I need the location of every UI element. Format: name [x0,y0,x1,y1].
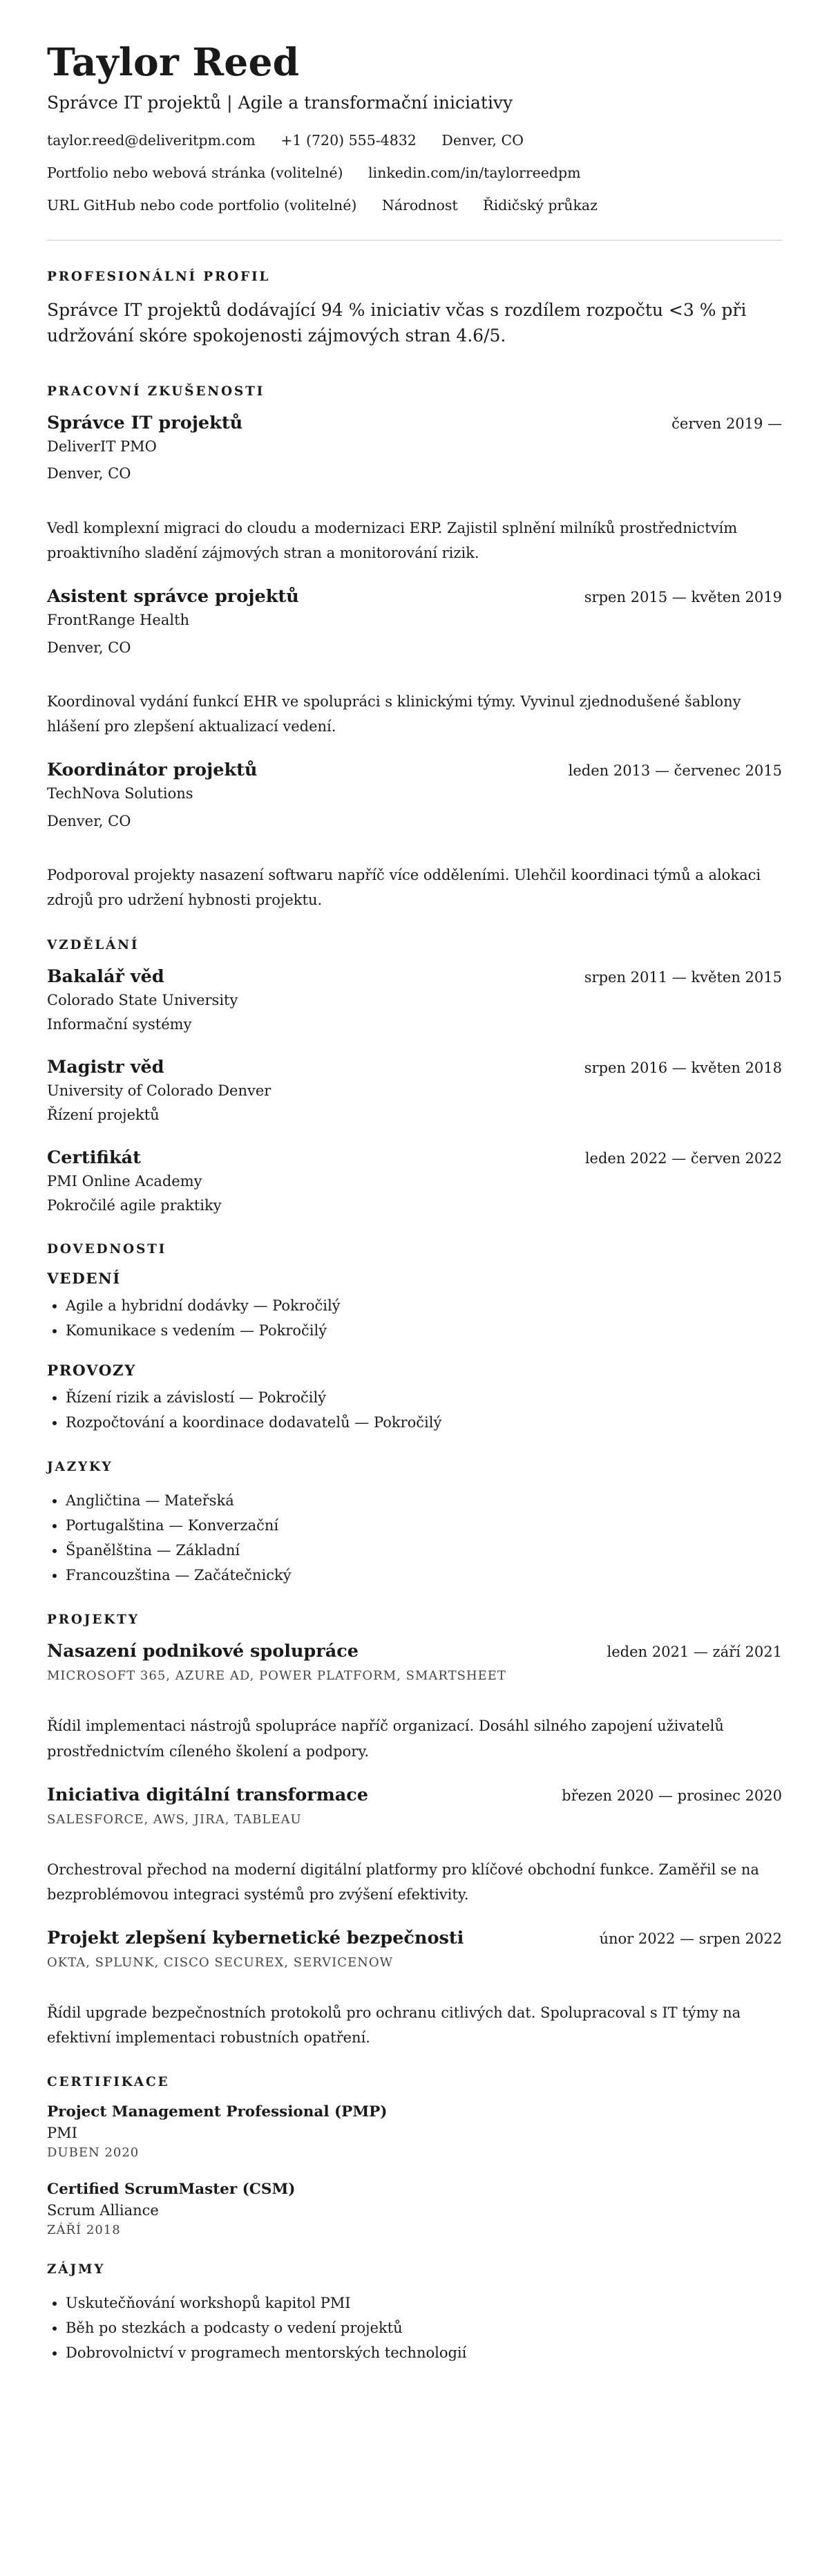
skill-group-title: PROVOZY [47,1362,136,1380]
experience-section [47,384,782,913]
degree-dates: srpen 2016 — květen 2018 [584,1059,782,1076]
certification-date: ZÁŘÍ 2018 [47,2223,121,2238]
language-list [47,1488,782,1588]
interest-list [47,2291,782,2365]
contact-row-3 [47,194,782,217]
profile-section-title: PROFESIONÁLNÍ PROFIL [47,270,271,285]
skill-list [47,1385,782,1435]
candidate-tagline: Správce IT projektů | Agile a transformační iniciativy [47,92,513,113]
skills-section [47,1242,782,1435]
job-description: Koordinoval vydání funkcí EHR ve spolupráci s klinickými týmy. Vyvinul zjednodušené šablony hlášení pro zlepšení aktualizací vedení. [47,693,741,735]
job-company: DeliverIT PMO [47,438,157,455]
job-location: Denver, CO [47,812,131,829]
project-name: Iniciativa digitální transformace [47,1784,369,1805]
language-item: • Angličtina — Mateřská [66,1488,782,1513]
contact-row-1 [47,129,782,152]
job-location: Denver, CO [47,465,131,482]
project-dates: březen 2020 — prosinec 2020 [562,1787,782,1804]
job-company: TechNova Solutions [47,785,193,802]
skill-item: • Rozpočtování a koordinace dodavatelů — Pokročilý [66,1410,782,1435]
candidate-name: Taylor Reed [47,39,300,84]
study-field: Informační systémy [47,1016,192,1033]
contact-phone[interactable]: +1 (720) 555-4832 [280,132,417,149]
profile-summary: Správce IT projektů dodávající 94 % iniciativ včas s rozdílem rozpočtu <3 % při udržování skóre spokojenosti zájmových stran 4.6/5. [47,300,747,346]
contact-location: Denver, CO [441,132,524,149]
project-name: Nasazení podnikové spolupráce [47,1641,359,1662]
job-title: Správce IT projektů [47,412,243,433]
interest-item: • Běh po stezkách a podcasty o vedení projektů [66,2315,782,2340]
skill-item: • Agile a hybridní dodávky — Pokročilý [66,1293,782,1318]
certification-issuer: PMI [47,2125,77,2142]
school-name: University of Colorado Denver [47,1082,271,1099]
degree-title: Bakalář věd [47,966,164,987]
project-name: Projekt zlepšení kybernetické bezpečnosti [47,1927,464,1948]
certification-name: Certified ScrumMaster (CSM) [47,2181,296,2199]
project-technologies: OKTA, SPLUNK, CISCO SECUREX, SERVICENOW [47,1955,394,1970]
certification-name: Project Management Professional (PMP) [47,2103,388,2121]
job-description: Vedl komplexní migraci do cloudu a modernizaci ERP. Zajistil splnění milníků prostřednictvím proaktivního sladění zájmových stran a monitorování rizik. [47,519,738,561]
education-entry [47,1057,782,1127]
language-item: • Portugalština — Konverzační [66,1513,782,1538]
profile-section [47,270,782,348]
project-dates: únor 2022 — srpen 2022 [599,1930,782,1947]
study-field: Pokročilé agile praktiky [47,1197,222,1214]
project-technologies: SALESFORCE, AWS, JIRA, TABLEAU [47,1812,302,1827]
certification-entry [47,2103,782,2160]
language-item: • Francouzština — Začátečnický [66,1563,782,1588]
project-entry [47,1641,782,1763]
project-description: Orchestroval přechod na moderní digitální platformy pro klíčové obchodní funkce. Zaměřil se na bezproblémovou integraci systémů pro zvýšení efektivity. [47,1861,759,1903]
job-title: Asistent správce projektů [47,586,299,608]
skill-list [47,1293,782,1343]
experience-entry [47,760,782,912]
contact-github[interactable]: URL GitHub nebo code portfolio (volitelné) [47,196,357,214]
degree-dates: srpen 2011 — květen 2015 [584,968,782,986]
contact-row-2 [47,162,782,185]
job-dates: srpen 2015 — květen 2019 [584,589,782,606]
resume-header [47,41,782,216]
education-entry [47,966,782,1036]
certification-issuer: Scrum Alliance [47,2202,159,2219]
project-technologies: MICROSOFT 365, AZURE AD, POWER PLATFORM, SMARTSHEET [47,1668,506,1684]
experience-section-title: PRACOVNÍ ZKUŠENOSTI [47,384,265,399]
school-name: Colorado State University [47,991,238,1008]
job-title: Koordinátor projektů [47,760,258,781]
certifications-section-title: CERTIFIKACE [47,2075,170,2090]
job-description: Podporoval projekty nasazení softwaru napříč více odděleními. Ulehčil koordinaci týmů a alokaci zdrojů pro udržení hybnosti projektu. [47,867,761,909]
degree-title: Magistr věd [47,1056,164,1078]
interests-section-title: ZÁJMY [47,2262,106,2277]
project-entry [47,1928,782,2050]
skill-item: • Řízení rizik a závislostí — Pokročilý [66,1385,782,1410]
contact-linkedin[interactable]: linkedin.com/in/taylorreedpm [368,164,581,181]
job-dates: červen 2019 — [671,415,782,432]
language-item: • Španělština — Základní [66,1538,782,1563]
education-entry [47,1147,782,1217]
project-description: Řídil upgrade bezpečnostních protokolů pro ochranu citlivých dat. Spolupracoval s IT týmy na efektivní implementaci robustních opatření. [47,2004,741,2046]
school-name: PMI Online Academy [47,1172,202,1190]
project-dates: leden 2021 — září 2021 [607,1644,782,1661]
contact-portfolio[interactable]: Portfolio nebo webová stránka (volitelné) [47,164,343,181]
project-entry [47,1785,782,1907]
contact-email[interactable]: taylor.reed@deliveritpm.com [47,132,256,149]
certification-date: DUBEN 2020 [47,2145,140,2161]
degree-dates: leden 2022 — červen 2022 [584,1149,782,1167]
education-section-title: VZDĚLÁNÍ [47,937,140,952]
job-dates: leden 2013 — červenec 2015 [568,762,782,780]
skill-item: • Komunikace s vedením — Pokročilý [66,1318,782,1343]
projects-section [47,1613,782,2050]
certifications-section [47,2075,782,2237]
degree-title: Certifikát [47,1147,141,1168]
skills-section-title: DOVEDNOSTI [47,1241,167,1257]
header-divider [47,240,782,241]
job-location: Denver, CO [47,639,131,656]
experience-entry [47,413,782,565]
languages-section [47,1460,782,1588]
interests-section [47,2262,782,2365]
project-description: Řídil implementaci nástrojů spolupráce napříč organizací. Dosáhl silného zapojení uživatelů prostřednictvím cíleného školení a podpory. [47,1718,724,1760]
skill-group-title: VEDENÍ [47,1270,121,1288]
languages-section-title: JAZYKY [47,1459,113,1474]
experience-entry [47,586,782,739]
education-section [47,938,782,1217]
interest-item: • Dobrovolnictví v programech mentorských technologií [66,2340,782,2365]
job-company: FrontRange Health [47,612,190,629]
contact-drivers-license: Řidičský průkaz [483,196,598,214]
interest-item: • Uskutečňování workshopů kapitol PMI [66,2291,782,2315]
contact-nationality: Národnost [381,196,458,214]
projects-section-title: PROJEKTY [47,1613,140,1628]
study-field: Řízení projektů [47,1107,160,1124]
certification-entry [47,2181,782,2237]
